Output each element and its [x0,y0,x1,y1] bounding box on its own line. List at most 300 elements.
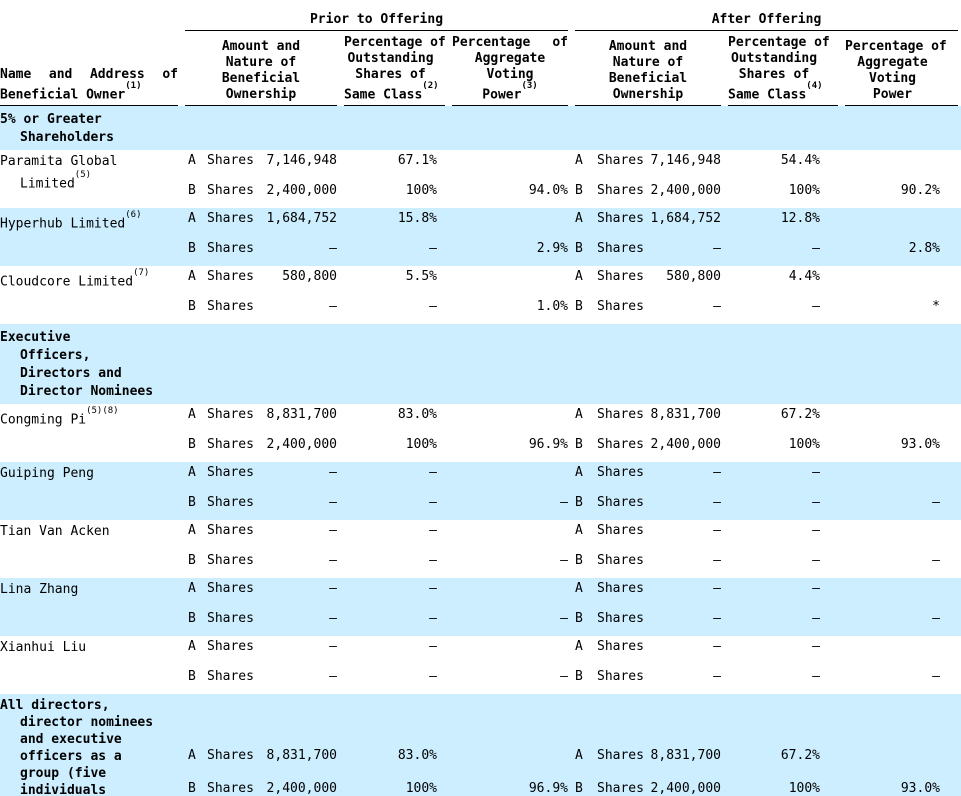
share-class-letter: B [188,611,196,627]
shares-label: Shares [207,211,254,227]
after-amount-value: — [713,553,721,569]
after-amount-value: 7,146,948 [650,153,721,169]
prior-amount-line [185,748,337,764]
prior-amount-value: — [329,639,337,655]
column-header-line: Same Class$^{(2)}$ [344,81,439,103]
after-amount-line [575,183,721,199]
share-class-letter: B [188,241,196,257]
after-amount-cell [575,462,721,520]
owner-name-line: Tian Van Acken [0,524,110,540]
after-amount-line [575,748,721,764]
prior-amount-line [185,465,337,481]
after-voting-power-value [845,153,940,169]
prior-voting-power-value: — [560,553,568,569]
share-class-letter: B [188,183,196,199]
prior-amount-cell [185,404,337,462]
footnote-ref: (3) [521,81,538,91]
owner-name-line: individuals [20,783,107,796]
after-amount-value: — [713,465,721,481]
section-title-line: 5% or Greater [0,112,102,128]
column-header-line: Shares of [355,67,426,82]
share-class-letter: B [575,299,583,315]
prior-amount-line [185,153,337,169]
footnote-ref: (5) [74,170,92,181]
share-class-letter: A [575,465,583,481]
column-header-line: Percentage of [845,39,947,55]
after-voting-power-cell [845,578,958,636]
section-title [0,108,178,147]
after-amount-line [575,407,721,423]
prior-amount-value: 580,800 [282,269,337,285]
shares-label: Shares [207,611,254,627]
share-class-letter: B [188,781,196,796]
after-amount-line [575,581,721,597]
share-class-letter: B [575,495,583,511]
owner-name-line: group (five [20,766,107,782]
after-voting-power-value [845,523,940,539]
shares-label: Shares [207,523,254,539]
shares-label: Shares [207,269,254,285]
share-class-letter: A [188,465,196,481]
section-title-line: Executive [0,330,71,346]
after-percent-class-value: 100% [788,437,820,453]
shares-label: Shares [207,241,254,257]
prior-voting-power-cell [452,150,568,208]
owner-name-cell [0,462,178,520]
shares-label: Shares [597,183,644,199]
after-voting-power-value [845,407,940,423]
share-class-letter: B [575,669,583,685]
owner-row [0,636,961,694]
column-header-line: Percentage of [728,35,830,50]
shares-label: Shares [597,523,644,539]
prior-percent-class-value: — [429,523,437,539]
column-header-after-percent-class [728,35,838,106]
after-voting-power-cell [845,694,958,796]
share-class-letter: B [575,241,583,257]
prior-amount-value: — [329,465,337,481]
prior-voting-power-value [452,748,568,764]
owner-name-cell [0,150,178,208]
group-header-spacer [0,12,178,31]
share-class-letter: A [188,211,196,227]
prior-percent-class-cell [344,462,445,520]
owner-name-line: Xianhui Liu [0,640,87,656]
after-voting-power-value [845,269,940,285]
shares-label: Shares [207,437,254,453]
after-voting-power-value [845,211,940,227]
table-body [0,106,961,796]
after-amount-line [575,437,721,453]
column-header-line: Voting [869,71,916,87]
prior-percent-class-cell [344,266,445,324]
column-header-line: Aggregate [857,55,928,71]
section-title [0,326,178,401]
prior-amount-line [185,611,337,627]
shares-label: Shares [207,781,254,796]
after-amount-value: — [713,299,721,315]
after-amount-value: — [713,495,721,511]
after-amount-line [575,669,721,685]
group-header-row [0,0,961,31]
after-percent-class-value: — [812,553,820,569]
after-percent-class-value: 4.4% [788,269,820,285]
share-class-letter: A [575,639,583,655]
after-amount-line [575,269,721,285]
column-header-line: Percentage of [452,35,568,50]
after-amount-cell [575,636,721,694]
prior-percent-class-value: — [429,495,437,511]
column-header-line: Shares of [738,67,810,82]
section-title-line: Shareholders [20,130,114,146]
after-percent-class-cell [728,462,838,520]
prior-amount-value: 8,831,700 [266,407,337,423]
after-amount-line [575,299,721,315]
owner-name-cell [0,636,178,694]
prior-amount-line [185,241,337,257]
shares-label: Shares [597,669,644,685]
shares-label: Shares [207,553,254,569]
share-class-letter: B [575,553,583,569]
share-class-letter: A [575,269,583,285]
after-voting-power-value: — [932,669,940,685]
prior-amount-cell [185,578,337,636]
prior-amount-line [185,407,337,423]
prior-percent-class-value: 5.5% [405,269,437,285]
after-voting-power-value: — [932,553,940,569]
after-amount-line [575,639,721,655]
share-class-letter: A [575,581,583,597]
prior-voting-power-value: 2.9% [536,241,568,257]
shares-label: Shares [597,495,644,511]
column-header-line: Amount and [608,39,688,55]
owner-name-line: officers as a [20,749,122,765]
after-percent-class-value: — [812,523,820,539]
owner-name-cell [0,694,178,796]
shares-label: Shares [597,407,644,423]
prior-percent-class-value: 15.8% [397,211,437,227]
after-amount-value: — [713,669,721,685]
after-percent-class-value: — [812,639,820,655]
prior-percent-class-value: — [429,299,437,315]
column-header-line: Outstanding [347,51,434,66]
share-class-letter: A [188,748,196,764]
prior-voting-power-cell [452,578,568,636]
share-class-letter: A [188,523,196,539]
prior-percent-class-value: — [429,553,437,569]
shares-label: Shares [597,437,644,453]
after-percent-class-cell [728,404,838,462]
after-amount-value: 1,684,752 [650,211,721,227]
after-amount-cell [575,208,721,266]
prior-voting-power-value [452,211,568,227]
prior-voting-power-value: — [560,495,568,511]
shares-label: Shares [597,241,644,257]
column-header-row [0,35,961,106]
after-amount-line [575,211,721,227]
share-class-letter: A [575,748,583,764]
prior-voting-power-cell [452,404,568,462]
prior-amount-value: — [329,523,337,539]
after-voting-power-value: 93.0% [900,781,940,796]
owner-name-line: Lina Zhang [0,582,79,598]
prior-amount-line [185,211,337,227]
share-class-letter: A [188,269,196,285]
owner-name-cell [0,208,178,266]
after-voting-power-value: — [932,495,940,511]
prior-percent-class-value: 83.0% [397,407,437,423]
after-amount-value: 8,831,700 [650,407,721,423]
owner-name-line: Cloudcore Limited$^{(7)}$ [0,268,150,290]
prior-voting-power-value: 1.0% [536,299,568,315]
after-percent-class-value: 12.8% [780,211,820,227]
prior-voting-power-value: 96.9% [528,437,568,453]
prior-amount-cell [185,462,337,520]
prior-amount-line [185,781,337,796]
column-header-line: Percentage of [344,35,446,50]
share-class-letter: B [188,553,196,569]
owner-name-line: Limited$^{(5)}$ [20,170,92,192]
prior-amount-line [185,299,337,315]
owner-name-line: Guiping Peng [0,466,94,482]
shares-label: Shares [597,781,644,796]
prior-amount-line [185,523,337,539]
share-class-letter: A [188,639,196,655]
after-amount-line [575,153,721,169]
footnote-ref: (4) [806,81,823,91]
prior-amount-value: — [329,611,337,627]
owner-name-line: and executive [20,732,122,748]
shares-label: Shares [207,495,254,511]
after-percent-class-cell [728,520,838,578]
column-header-name-address [0,67,178,106]
after-voting-power-value: 93.0% [900,437,940,453]
after-amount-line [575,465,721,481]
after-amount-value: 580,800 [666,269,721,285]
prior-amount-value: 2,400,000 [266,437,337,453]
column-header-line: Voting [486,67,534,82]
column-header-line: Amount and [221,39,301,55]
shares-label: Shares [207,407,254,423]
after-voting-power-value [845,748,940,764]
after-amount-value: — [713,523,721,539]
prior-amount-line [185,553,337,569]
after-voting-power-cell [845,404,958,462]
prior-amount-cell [185,208,337,266]
share-class-letter: B [188,437,196,453]
after-voting-power-value [845,639,940,655]
after-amount-value: — [713,639,721,655]
after-voting-power-cell [845,636,958,694]
after-voting-power-cell [845,462,958,520]
prior-percent-class-value: — [429,611,437,627]
after-amount-value: 8,831,700 [650,748,721,764]
owner-name-line: All directors, [0,698,110,714]
column-header-prior-amount [185,39,337,106]
after-voting-power-cell [845,150,958,208]
share-class-letter: B [188,299,196,315]
after-percent-class-value: — [812,669,820,685]
shares-label: Shares [207,299,254,315]
footnote-ref: (7) [133,268,150,279]
prior-voting-power-value [452,269,568,285]
after-amount-line [575,523,721,539]
share-class-letter: A [575,407,583,423]
column-header-prior-voting-power [452,35,568,106]
shares-label: Shares [207,581,254,597]
column-header-line: Name and Address of [0,67,178,82]
after-amount-value: 2,400,000 [650,781,721,796]
footnote-ref: (6) [125,210,142,221]
prior-voting-power-cell [452,694,568,796]
prior-amount-line [185,581,337,597]
after-voting-power-value: * [932,299,940,315]
prior-voting-power-value [452,153,568,169]
share-class-letter: A [188,153,196,169]
after-amount-line [575,495,721,511]
column-header-line: Beneficial [608,71,688,87]
prior-voting-power-cell [452,208,568,266]
share-class-letter: B [575,611,583,627]
owner-name-cell [0,404,178,462]
share-class-letter: A [188,581,196,597]
prior-percent-class-value: — [429,465,437,481]
after-percent-class-value: — [812,495,820,511]
shares-label: Shares [597,465,644,481]
after-amount-value: — [713,611,721,627]
shares-label: Shares [597,553,644,569]
column-header-after-amount [575,39,721,106]
after-amount-line [575,553,721,569]
after-percent-class-value: — [812,581,820,597]
after-percent-class-value: — [812,241,820,257]
owner-row [0,520,961,578]
after-percent-class-value: 67.2% [780,407,820,423]
share-class-letter: A [188,407,196,423]
after-voting-power-value: 90.2% [900,183,940,199]
owner-name-line: director nominees [20,715,154,731]
owner-name-line: Paramita Global [0,154,118,170]
owner-row [0,150,961,208]
share-class-letter: B [575,437,583,453]
prior-amount-value: — [329,581,337,597]
prior-percent-class-value: — [429,639,437,655]
shares-label: Shares [597,299,644,315]
share-class-letter: B [188,669,196,685]
shares-label: Shares [597,639,644,655]
prior-voting-power-cell [452,266,568,324]
after-percent-class-value: 67.2% [780,748,820,764]
section-header-row [0,106,961,150]
after-percent-class-cell [728,150,838,208]
shares-label: Shares [597,269,644,285]
footnote-ref: (2) [422,81,439,91]
prior-voting-power-value: 94.0% [528,183,568,199]
prior-amount-cell [185,520,337,578]
prior-amount-value: 1,684,752 [266,211,337,227]
shares-label: Shares [207,465,254,481]
prior-percent-class-value: 100% [405,183,437,199]
after-amount-cell [575,694,721,796]
prior-amount-line [185,495,337,511]
after-amount-value: — [713,581,721,597]
prior-voting-power-value: — [560,669,568,685]
owner-name-cell [0,266,178,324]
share-class-letter: B [188,495,196,511]
after-voting-power-cell [845,208,958,266]
prior-percent-class-value: — [429,581,437,597]
column-header-line: Beneficial Owner$^{(1)}$ [0,81,142,103]
column-header-line: Same Class$^{(4)}$ [728,81,823,103]
column-header-line: Power$^{(3)}$ [482,81,538,103]
prior-voting-power-cell [452,636,568,694]
section-title-line: Director Nominees [20,384,154,400]
column-header-line: Aggregate [474,51,546,66]
prior-percent-class-value: 100% [405,437,437,453]
column-header-prior-percent-class [344,35,445,106]
after-voting-power-cell [845,520,958,578]
prior-percent-class-cell [344,404,445,462]
after-amount-cell [575,266,721,324]
shares-label: Shares [207,183,254,199]
prior-voting-power-value [452,465,568,481]
prior-voting-power-value [452,523,568,539]
shares-label: Shares [597,153,644,169]
table-header [0,0,961,106]
after-voting-power-cell [845,266,958,324]
section-title-line: Officers, [20,348,91,364]
prior-percent-class-value: 67.1% [397,153,437,169]
shares-label: Shares [207,153,254,169]
prior-amount-value: — [329,495,337,511]
prior-amount-line [185,639,337,655]
prior-voting-power-cell [452,462,568,520]
prior-amount-cell [185,266,337,324]
prior-amount-value: — [329,553,337,569]
after-voting-power-value [845,581,940,597]
prior-percent-class-value: 83.0% [397,748,437,764]
prior-percent-class-value: 100% [405,781,437,796]
prior-amount-line [185,183,337,199]
prior-voting-power-cell [452,520,568,578]
owner-row [0,266,961,324]
prior-amount-line [185,437,337,453]
shares-label: Shares [597,748,644,764]
column-header-after-voting-power [845,39,958,106]
column-header-line: Ownership [612,87,684,103]
after-amount-line [575,611,721,627]
after-percent-class-cell [728,208,838,266]
after-percent-class-value: 100% [788,781,820,796]
share-class-letter: A [575,523,583,539]
after-percent-class-cell [728,578,838,636]
prior-amount-value: 2,400,000 [266,781,337,796]
shares-label: Shares [207,669,254,685]
prior-voting-power-value: — [560,611,568,627]
footnote-ref: (5)(8) [86,406,119,417]
share-class-letter: B [575,781,583,796]
shares-label: Shares [207,748,254,764]
after-percent-class-value: 54.4% [780,153,820,169]
after-amount-cell [575,404,721,462]
owner-name-cell [0,520,178,578]
after-voting-power-value: — [932,611,940,627]
owner-row [0,694,961,796]
shares-label: Shares [597,581,644,597]
share-class-letter: A [575,153,583,169]
prior-amount-value: — [329,299,337,315]
group-header-prior-to-offering: Prior to Offering [185,12,568,31]
